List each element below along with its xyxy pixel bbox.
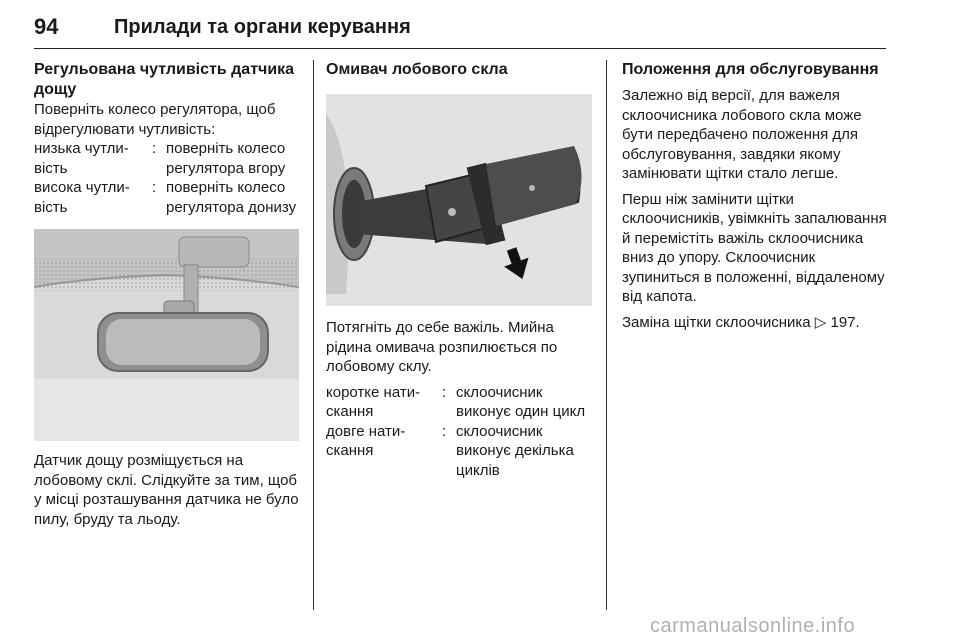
column-divider (313, 60, 314, 610)
page-ref-arrow-icon: ▷ (814, 313, 827, 331)
reference-page-link[interactable]: 197. (830, 313, 860, 331)
definition-term: коротке нати-скання (326, 383, 421, 420)
washer-text: Потягніть до себе важіль. Мийна рідина омивача розпилюється по лобовому склу. (326, 319, 558, 375)
definition-separator: : (152, 140, 157, 157)
paragraph: Перш ніж замінити щітки склоочисників, увімкніть запалювання й перемістіть важіль склоочисника вниз до упору. Склоочисник зупиниться в положенні, віддаленому від капота. (622, 190, 887, 305)
page-title: Прилади та органи керування (114, 16, 411, 38)
definition-desc: склоочисник виконує декілька циклів (456, 422, 574, 479)
mirror-illustration (34, 229, 299, 441)
definition-desc: поверніть колесо регулятора вгору (166, 140, 286, 177)
definition-term: довге нати-скання (326, 422, 406, 459)
paragraph: Залежно від версії, для важеля склоочисника лобового скла може бути передбачено положення для обслуговування, завдяки якому замінювати щітки стало легше. (622, 87, 862, 182)
definition-separator: : (152, 179, 157, 196)
definition-separator: : (442, 422, 447, 440)
section-heading: Регульована чутливість датчика дощу (34, 61, 295, 98)
section-heading: Омивач лобового скла (326, 61, 508, 78)
intro-text: Поверніть колесо регулятора, щоб відрегулювати чутливість: (34, 101, 276, 138)
stalk-illustration (326, 94, 592, 306)
definition-desc: поверніть колесо регулятора донизу (166, 179, 297, 216)
definition-row (34, 178, 299, 217)
definition-term: низька чутли-вість (34, 140, 129, 177)
definition-term: висока чутли-вість (34, 179, 130, 216)
washer-stalk-figure (326, 94, 592, 306)
definition-row (326, 383, 592, 422)
definition-row (326, 422, 592, 481)
page-number: 94 (34, 14, 59, 39)
watermark: carmanualsonline.info (650, 615, 856, 637)
column-service-position (622, 60, 890, 332)
definition-row (34, 139, 299, 178)
definition-separator: : (442, 383, 447, 401)
reference-text: Заміна щітки склоочисника (622, 313, 811, 331)
rain-sensor-figure (34, 229, 299, 441)
cross-reference (622, 313, 890, 333)
figure-caption: Датчик дощу розміщується на лобовому склі. Слідкуйте за тим, щоб у місці розташування датчика не було пилу, бруду та льоду. (34, 452, 299, 528)
column-washer (326, 60, 592, 480)
section-heading: Положення для обслуговування (622, 61, 879, 78)
definition-desc: склоочисник виконує один цикл (456, 383, 586, 420)
column-divider (606, 60, 607, 610)
column-rain-sensor (34, 60, 299, 529)
page-header (34, 12, 886, 49)
